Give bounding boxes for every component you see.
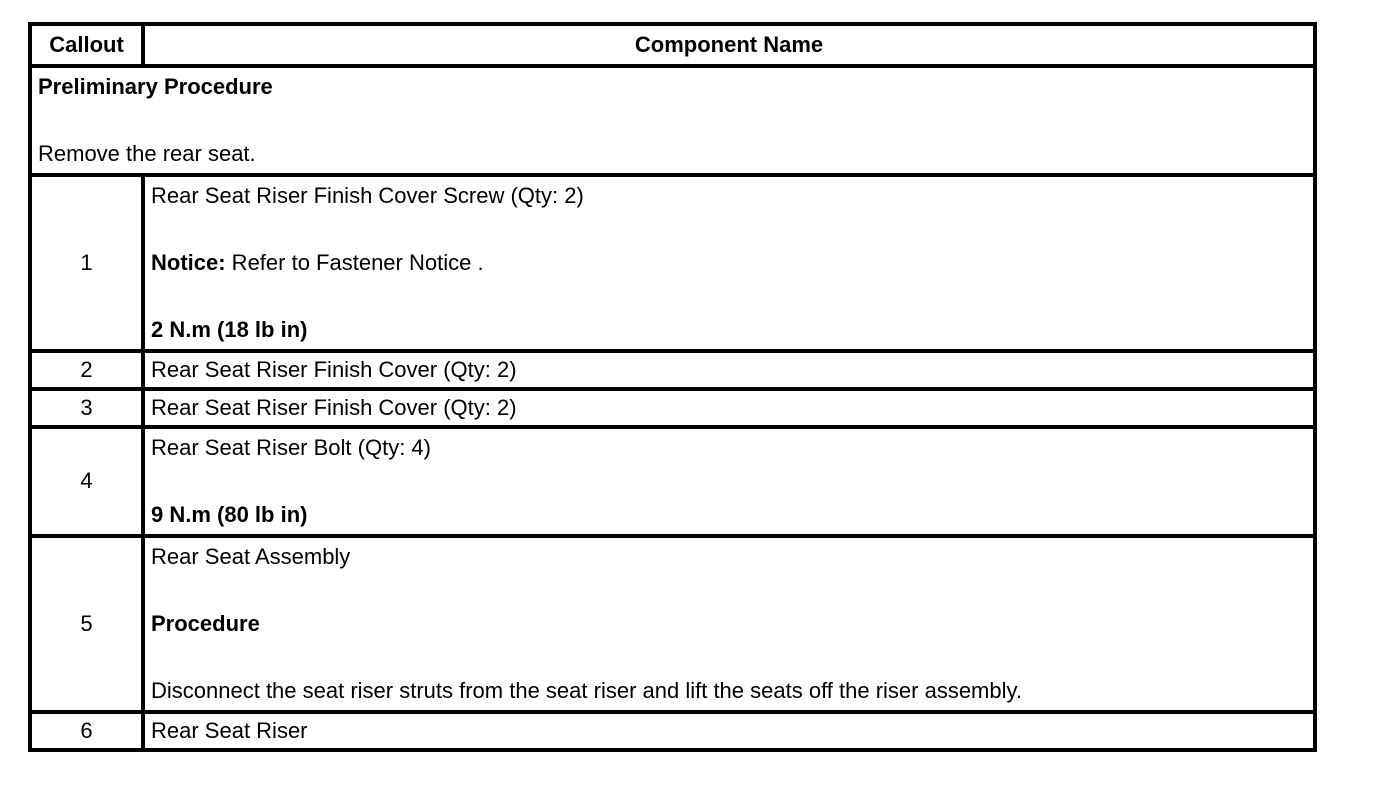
component-name: Rear Seat Riser Finish Cover (Qty: 2) [143, 351, 1315, 389]
callout-cell: 6 [30, 712, 143, 750]
callout-header: Callout [30, 24, 143, 66]
table-row [30, 175, 1315, 351]
preliminary-cell [30, 66, 1315, 175]
preliminary-row [30, 66, 1315, 175]
procedure-label: Procedure [151, 610, 260, 636]
component-cell [143, 427, 1315, 536]
callout-cell: 5 [30, 536, 143, 712]
notice-line [151, 246, 1307, 280]
callout-cell: 3 [30, 389, 143, 427]
component-name: Rear Seat Riser Finish Cover Screw (Qty: 2) [151, 182, 584, 208]
callout-cell: 1 [30, 175, 143, 351]
callout-cell: 2 [30, 351, 143, 389]
torque-spec: 9 N.m (80 lb in) [151, 501, 308, 527]
callout-cell: 4 [30, 427, 143, 536]
preliminary-text: Remove the rear seat. [38, 141, 256, 167]
component-name: Rear Seat Riser Finish Cover (Qty: 2) [143, 389, 1315, 427]
component-cell [143, 175, 1315, 351]
table-row [30, 389, 1315, 427]
table-header-row [30, 24, 1315, 66]
component-name: Rear Seat Assembly [151, 543, 351, 569]
component-table [28, 22, 1317, 752]
component-name-header: Component Name [143, 24, 1315, 66]
preliminary-title: Preliminary Procedure [38, 74, 273, 99]
table-row [30, 712, 1315, 750]
component-name: Rear Seat Riser Bolt (Qty: 4) [151, 434, 431, 460]
component-cell [143, 536, 1315, 712]
table-row [30, 351, 1315, 389]
table-row [30, 427, 1315, 536]
notice-text: Refer to Fastener Notice . [225, 249, 484, 275]
component-name: Rear Seat Riser [143, 712, 1315, 750]
notice-label: Notice: [151, 249, 226, 275]
table-row [30, 536, 1315, 712]
procedure-text: Disconnect the seat riser struts from the seat riser and lift the seats off the riser assembly. [151, 677, 1022, 703]
torque-spec: 2 N.m (18 lb in) [151, 317, 308, 343]
